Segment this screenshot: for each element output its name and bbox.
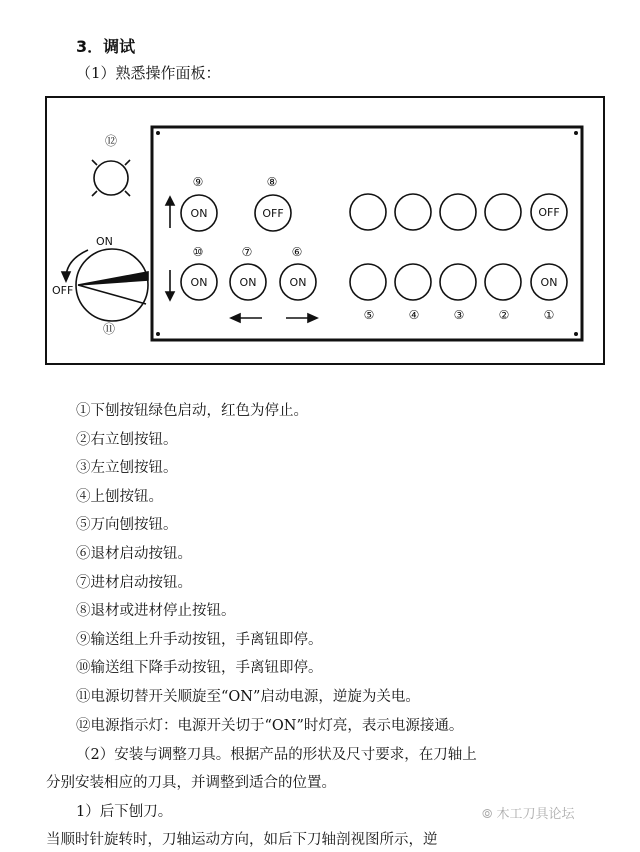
switch-off-label: OFF: [52, 284, 74, 297]
button-5-stop[interactable]: [350, 194, 386, 230]
label-10: ⑩: [192, 245, 204, 259]
label-12: ⑫: [104, 134, 118, 148]
power-rotary-switch[interactable]: [62, 249, 148, 321]
button-3-start[interactable]: [440, 264, 476, 300]
legend-item: ②右立刨按钮。: [76, 431, 178, 448]
label-6: ⑥: [291, 245, 303, 259]
legend-item: ①下刨按钮绿色启动，红色为停止。: [76, 403, 308, 419]
legend-item: ⑧退材或进材停止按钮。: [76, 603, 236, 620]
button-3-stop[interactable]: [440, 194, 476, 230]
outer-frame: [46, 97, 604, 364]
button-1-start-text: ON: [540, 276, 558, 289]
paragraph-tool-installation: [46, 741, 616, 797]
legend-item: ⑥退材启动按钮。: [76, 545, 192, 562]
switch-on-label: ON: [96, 235, 113, 248]
label-5: ⑤: [363, 308, 375, 322]
label-8: ⑧: [266, 175, 278, 189]
button-legend: [76, 397, 463, 740]
label-7: ⑦: [241, 245, 253, 259]
section-heading: 3．调试: [76, 37, 136, 56]
operation-panel-diagram: [0, 0, 640, 400]
button-7-text: ON: [239, 276, 257, 289]
button-5-start[interactable]: [350, 264, 386, 300]
power-indicator-lamp: [92, 160, 130, 196]
legend-item: ⑩输送组下降手动按钮，手离钮即停。: [76, 660, 323, 677]
paragraph-line: （2）安装与调整刀具。根据产品的形状及尺寸要求，在刀轴上: [76, 747, 477, 763]
legend-item: ⑤万向刨按钮。: [76, 517, 178, 534]
step-heading: 1）后下刨刀。: [76, 804, 173, 820]
legend-item: ⑪电源切替开关顺旋至“ON”启动电源，逆旋为关电。: [76, 688, 420, 705]
button-4-stop[interactable]: [395, 194, 431, 230]
label-1: ①: [543, 308, 555, 322]
button-8-text: OFF: [262, 207, 284, 220]
legend-item: ④上刨按钮。: [76, 488, 163, 505]
legend-item: ⑫电源指示灯：电源开关切于“ON”时灯亮，表示电源接通。: [76, 717, 464, 734]
label-11: ⑪: [103, 322, 116, 336]
label-2: ②: [498, 308, 510, 322]
subsection-heading: （1）熟悉操作面板：: [76, 64, 221, 82]
button-2-start[interactable]: [485, 264, 521, 300]
legend-item: ③左立刨按钮。: [76, 460, 178, 477]
button-4-start[interactable]: [395, 264, 431, 300]
watermark: ⦾ 木工刀具论坛: [482, 807, 575, 822]
label-3: ③: [453, 308, 465, 322]
label-4: ④: [408, 308, 420, 322]
button-9-text: ON: [190, 207, 208, 220]
paragraph-line: 当顺时针旋转时，刀轴运动方向，如后下刀轴剖视图所示，逆: [46, 832, 438, 848]
button-1-stop-text: OFF: [538, 206, 560, 219]
label-9: ⑨: [192, 175, 204, 189]
legend-item: ⑦进材启动按钮。: [76, 574, 192, 591]
button-2-stop[interactable]: [485, 194, 521, 230]
button-6-text: ON: [289, 276, 307, 289]
legend-item: ⑨输送组上升手动按钮，手离钮即停。: [76, 631, 323, 648]
paragraph-line: 分别安装相应的刀具，并调整到适合的位置。: [46, 775, 336, 791]
button-10-text: ON: [190, 276, 208, 289]
wechat-icon: ⦾: [482, 807, 497, 822]
